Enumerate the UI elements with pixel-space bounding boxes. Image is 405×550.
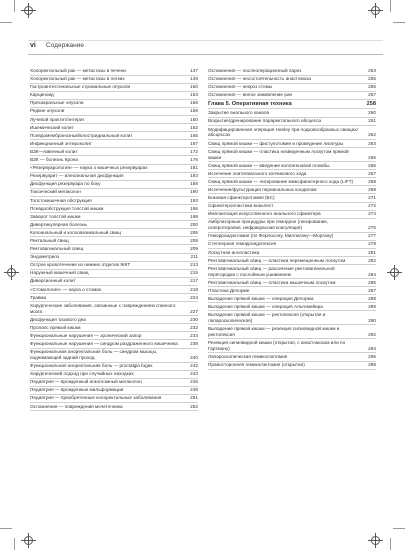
toc-entry-page: 294 [368, 345, 376, 351]
toc-entry-title: Степлерная геморроидопексия [208, 241, 277, 247]
toc-entry-title: Осложнения — послеоперационный парез [208, 68, 302, 73]
toc-entry-page: 277 [368, 233, 376, 239]
toc-entry-page: 196 [190, 205, 198, 211]
toc-entry-title: Псевдообструкция толстой кишки [30, 205, 104, 211]
toc-entry[interactable] [30, 303, 198, 316]
toc-entry-page: 289 [368, 303, 376, 309]
trim-mark [393, 22, 405, 23]
toc-entry[interactable] [208, 233, 376, 241]
toc-entry[interactable] [30, 387, 198, 395]
toc-entry-title: Сфинктеропластика внахлест [208, 203, 274, 209]
toc-entry-page: 183 [190, 173, 198, 179]
toc-entry-page: 251 [190, 395, 198, 401]
toc-entry-title: Вскрытие/дренирование параректального абсцесса [208, 118, 322, 124]
toc-entry-title: Инфекционный энтероколит [30, 140, 92, 146]
toc-entry-page: 256 [368, 84, 376, 90]
toc-entry-page: 245 [190, 379, 198, 385]
toc-entry-page: 261 [368, 118, 376, 124]
page-number: vi [30, 42, 36, 49]
trim-mark [390, 0, 391, 12]
toc-entry-title: Наружный кишечный свищ [30, 270, 89, 276]
toc-entry-title: Ректовагинальный свищ — пластика перемещенным лоскутом [208, 257, 346, 263]
toc-entry-title: Резекция сигмовидной кишки (открытая, с анастомозом или по Гартману) [208, 340, 346, 351]
toc-entry[interactable] [208, 241, 376, 249]
toc-entry[interactable] [30, 157, 198, 165]
toc-entry-title: Осложнения — несостоятельность анастомоза [208, 76, 312, 82]
registration-mark [7, 268, 16, 277]
toc-entry-page: 276 [368, 225, 376, 231]
toc-entry[interactable] [30, 333, 198, 341]
toc-entry[interactable] [30, 181, 198, 189]
toc-entry-page: 266 [368, 162, 376, 168]
toc-entry-title: Резервуарит — илеоанальная дисфункция [30, 173, 124, 179]
toc-entry-title: Лоскутная анопластика [208, 249, 260, 255]
toc-right-column [208, 68, 376, 370]
toc-entry[interactable] [208, 110, 376, 118]
toc-entry-page: 271 [368, 195, 376, 201]
toc-entry-title: Педиатрия — врожденный агангломный мегаколон [30, 379, 142, 385]
toc-entry[interactable] [30, 278, 198, 286]
toc-entry-title: Функциональные нарушения — хронический запор [30, 332, 142, 338]
toc-entry-page: 263 [368, 140, 376, 146]
toc-entry-title: Свищ прямой кишки — фистулотомия и проведение лигатуры [208, 140, 344, 146]
toc-entry[interactable] [208, 362, 376, 370]
toc-entry-page: 227 [190, 308, 198, 314]
toc-entry-title: Холоректальный рак — метастазы в печени [30, 68, 126, 73]
toc-entry-title: Иссечение эпителиального копчикового хода [208, 170, 307, 176]
toc-entry-title: Хирургические заболевания, связанные с повреждением спинного мозга [30, 302, 176, 314]
toc-entry[interactable] [208, 211, 376, 219]
toc-entry[interactable] [30, 100, 198, 108]
registration-mark [390, 268, 399, 277]
toc-entry-page: 153 [190, 92, 198, 98]
toc-entry-page: 224 [190, 294, 198, 300]
toc-entry[interactable] [208, 280, 376, 288]
toc-entry[interactable] [30, 173, 198, 181]
toc-entry[interactable] [208, 219, 376, 232]
toc-entry[interactable] [208, 163, 376, 171]
toc-entry-page: 265 [368, 154, 376, 160]
toc-entry-title: Выпадение прямой кишки — операция Делорма [208, 295, 314, 301]
toc-entry[interactable] [208, 340, 376, 353]
toc-entry-title: Пресакральные опухоли [30, 100, 84, 106]
registration-mark [24, 6, 33, 15]
toc-entry[interactable] [208, 250, 376, 258]
toc-entry-title: Заворот толстой кишки [30, 213, 81, 219]
toc-entry[interactable] [208, 187, 376, 195]
toc-entry-title: Эндометриоз [30, 254, 60, 260]
toc-entry-title: Дисфункция резервуара по боку [30, 181, 101, 187]
toc-entry-title: Геморроидэктомия (по Фергюсону, Миллигану—Моргану) [208, 233, 334, 239]
toc-entry-page: 181 [190, 165, 198, 171]
toc-entry-title: Карциноид [30, 92, 54, 98]
toc-entry-title: Имплантация искусственного анального сфинктера [208, 211, 321, 217]
toc-entry-title: Ректовагинальный свищ [30, 246, 84, 252]
toc-entry[interactable] [208, 326, 376, 339]
toc-entry-page: 234 [190, 332, 198, 338]
trim-mark [14, 538, 15, 550]
toc-entry[interactable] [208, 149, 376, 162]
toc-entry-title: Ректальный свищ [30, 237, 69, 243]
toc-entry[interactable] [208, 179, 376, 187]
toc-entry[interactable] [208, 141, 376, 149]
toc-entry[interactable] [30, 254, 198, 262]
toc-entry-page: 150 [190, 84, 198, 90]
toc-entry-page: 215 [190, 270, 198, 276]
toc-entry-page: 284 [368, 271, 376, 277]
toc-entry-title: Выпадение прямой кишки — резекция сигмовидной кишки и ректопексия [208, 326, 340, 337]
toc-entry[interactable] [30, 287, 198, 295]
toc-entry-page: 262 [368, 132, 376, 138]
toc-entry[interactable] [30, 125, 198, 133]
toc-entry-title: Осложнения — некроз стомы [208, 84, 273, 90]
toc-entry-page: 149 [190, 76, 198, 82]
toc-entry-page: 292 [368, 331, 376, 337]
toc-entry-title: ВЗК—язвенный колит [30, 148, 78, 154]
toc-entry-page: 162 [190, 124, 198, 130]
toc-left-column [30, 68, 198, 412]
toc-entry-page: 279 [368, 241, 376, 247]
toc-entry[interactable] [30, 206, 198, 214]
toc-entry[interactable] [30, 395, 198, 403]
toc-entry-page: 296 [368, 354, 376, 360]
toc-entry-title: Гастроинтестинальные стромальные опухоли [30, 84, 131, 90]
toc-entry-title: Выпадение прямой кишки — операция Альтемейера [208, 303, 323, 309]
toc-entry-page: 176 [190, 157, 198, 163]
toc-entry[interactable] [30, 363, 198, 371]
toc-entry-title: Осложнения — вялое заживление ран [208, 92, 293, 98]
toc-entry-title: Свищ прямой кишки — пластика низведенным лоскутом прямой кишки [208, 148, 349, 160]
toc-entry-title: Функциональная аноректальная боль — proctalgia fugax [30, 363, 153, 369]
toc-entry-page: 147 [190, 68, 198, 73]
toc-entry[interactable] [208, 171, 376, 179]
toc-entry-page: 172 [190, 148, 198, 154]
toc-entry-title: ВЗК — болезнь Крона [30, 157, 78, 163]
chapter-heading[interactable] [208, 101, 376, 110]
toc-entry[interactable] [30, 404, 198, 412]
running-title: Содержание [46, 42, 84, 49]
toc-entry[interactable] [30, 341, 198, 349]
toc-entry-title: Правосторонняя гемиколэктомия (открытая) [208, 362, 305, 368]
toc-entry[interactable] [208, 312, 376, 325]
toc-entry-page: 267 [368, 170, 376, 176]
toc-entry-page: 272 [368, 203, 376, 209]
toc-entry-page: 213 [190, 262, 198, 268]
toc-entry-title: Педиатрия — врожденные мальформации [30, 387, 124, 393]
toc-entry-title: Лучевой проктит/энтерит [30, 116, 85, 122]
toc-entry-title: Лапароскопическая гемиколэктомия [208, 354, 288, 360]
toc-entry[interactable] [30, 317, 198, 325]
toc-entry-page: 287 [368, 287, 376, 293]
toc-entry-page: 240 [190, 355, 198, 360]
toc-entry-page: 193 [190, 197, 198, 203]
toc-entry[interactable] [30, 214, 198, 222]
toc-entry-page: 243 [190, 371, 198, 377]
toc-entry-page: 257 [368, 92, 376, 98]
toc-entry-page: 200 [190, 221, 198, 227]
toc-entry[interactable] [30, 189, 198, 197]
toc-entry-title: Редкие опухоли [30, 108, 65, 114]
toc-entry-page: 209 [190, 246, 198, 252]
toc-entry[interactable] [30, 141, 198, 149]
toc-entry[interactable] [30, 92, 198, 100]
toc-entry-page: 258 [366, 100, 376, 107]
toc-entry-page: 285 [368, 279, 376, 285]
trim-mark [390, 538, 391, 550]
toc-entry[interactable] [30, 379, 198, 387]
toc-entry-title: Острое кровотечение из нижних отделов ЖКТ [30, 262, 131, 268]
toc-entry[interactable] [208, 203, 376, 211]
toc-entry[interactable] [30, 230, 198, 238]
toc-entry[interactable] [30, 270, 198, 278]
toc-entry-page: 238 [190, 341, 198, 346]
toc-entry[interactable] [30, 76, 198, 84]
toc-entry[interactable] [30, 149, 198, 157]
toc-entry-title: Выпадение прямой кишки — ректопексия (открытая и лапароскопическая) [208, 312, 326, 323]
toc-entry-title: Дивертикулярная болезнь [30, 221, 87, 227]
toc-entry[interactable] [30, 84, 198, 92]
toc-entry-title: Ректовагинальный свищ — пластика мышечным лоскутом [208, 279, 336, 285]
toc-entry-page: 165 [190, 132, 198, 138]
toc-entry-page: 249 [190, 387, 198, 393]
toc-entry[interactable] [208, 195, 376, 203]
toc-entry-title: Модифицированная операция Hanley при подковообразных свищах/абсцессах [208, 126, 358, 138]
toc-entry-page: 268 [368, 178, 376, 184]
toc-entry[interactable] [208, 84, 376, 92]
toc-entry-title: Пролапс прямой кишки [30, 324, 81, 330]
toc-entry[interactable] [30, 246, 198, 254]
toc-entry-page: 282 [368, 257, 376, 263]
toc-entry[interactable] [208, 258, 376, 266]
trim-mark [14, 0, 15, 12]
toc-entry[interactable] [208, 354, 376, 362]
toc-entry-page: 198 [190, 213, 198, 219]
toc-entry-title: Холоректальный рак — метастазы в легких [30, 76, 125, 82]
toc-entry-title: Толстокишечная обструкция [30, 197, 92, 203]
toc-entry[interactable] [30, 371, 198, 379]
toc-entry-page: 255 [368, 76, 376, 82]
header-rule [28, 40, 383, 41]
toc-entry[interactable] [208, 288, 376, 296]
toc-entry[interactable] [30, 198, 198, 206]
toc-entry[interactable] [30, 133, 198, 141]
toc-entry-title: Осложнения — повреждения мочеточника [30, 403, 123, 409]
toc-entry-title: «Резервуарология» — наука о кишечных резервуарах [30, 165, 148, 171]
toc-entry-page: 252 [190, 403, 198, 409]
toc-entry-page: 260 [368, 110, 376, 116]
toc-entry-page: 298 [368, 362, 376, 368]
toc-entry[interactable] [30, 108, 198, 116]
toc-entry[interactable] [30, 262, 198, 270]
toc-entry-page: 208 [190, 237, 198, 243]
toc-entry-title: Ректовагинальный свищ — рассечение ректовагинальной перегородки с послойным ушиванием [208, 265, 335, 277]
registration-mark [371, 536, 380, 545]
trim-mark [393, 528, 405, 529]
toc-entry-title: Педиатрия — приобретенные колоректальные заболевания [30, 395, 162, 401]
registration-mark [24, 536, 33, 545]
toc-entry-title: Функциональные нарушения — синдром раздраженного кишечника [30, 341, 178, 346]
toc-entry-page: 158 [190, 108, 198, 114]
toc-entry-page: 211 [190, 254, 198, 260]
toc-entry-page: 242 [190, 363, 198, 369]
toc-entry-page: 274 [368, 211, 376, 217]
toc-entry[interactable] [30, 238, 198, 246]
toc-entry-title: «Стомология» — наука о стомах [30, 286, 102, 292]
toc-entry-page: 167 [190, 140, 198, 146]
toc-entry-page: 281 [368, 249, 376, 255]
toc-entry-title: Функциональная аноректальная боль — синдром мышцы, поднимающей задний проход [30, 349, 158, 360]
toc-entry[interactable] [30, 222, 198, 230]
toc-entry-page: 230 [190, 316, 198, 322]
running-header [28, 42, 383, 55]
toc-entry[interactable] [30, 165, 198, 173]
toc-entry-page: 156 [190, 100, 198, 106]
toc-entry-title: Псевдомембранозный/клостридиальный колит [30, 132, 133, 138]
toc-entry[interactable] [30, 295, 198, 303]
toc-entry[interactable] [208, 266, 376, 279]
toc-entry-title: Токсический мегаколон [30, 189, 81, 195]
toc-entry-page: 160 [190, 116, 198, 122]
toc-entry-title: Закрытие анального канала [208, 110, 270, 116]
toc-entry[interactable] [30, 349, 198, 362]
registration-mark [371, 6, 380, 15]
toc-entry-page: 188 [190, 181, 198, 187]
toc-entry-page: 232 [190, 324, 198, 330]
toc-entry[interactable] [30, 325, 198, 333]
toc-entry[interactable] [208, 127, 376, 140]
toc-entry-title: Ишемический колит [30, 124, 74, 130]
toc-entry-title: Глава 5. Оперативная техника [208, 100, 292, 107]
toc-entry[interactable] [30, 117, 198, 125]
toc-entry-page: 269 [368, 186, 376, 192]
toc-entry[interactable] [208, 92, 376, 100]
toc-entry[interactable] [208, 76, 376, 84]
toc-entry[interactable] [208, 68, 376, 76]
toc-entry[interactable] [30, 68, 198, 76]
toc-entry-title: Иссечение/фульгурация перианальных кондилом [208, 186, 317, 192]
toc-entry[interactable] [208, 118, 376, 126]
toc-entry[interactable] [208, 304, 376, 312]
toc-entry-page: 206 [190, 229, 198, 235]
toc-entry-title: Амбулаторные процедуры при геморрое (лигирование, склеротерапия, инфракрасная коагуляция) [208, 219, 329, 231]
toc-entry-title: Диверсионный колит [30, 278, 76, 284]
toc-entry-page: 253 [368, 68, 376, 73]
toc-entry-title: Пластика Делорме [208, 287, 250, 293]
toc-entry-title: Свищ прямой кишки — введение коллагеновой пломбы [208, 162, 330, 168]
toc-entry-title: Колоанальный и колоовезикальный свищ [30, 229, 121, 235]
trim-mark [0, 528, 12, 529]
toc-entry-page: 217 [190, 278, 198, 284]
toc-entry-title: Дисфункция тазового дна [30, 316, 86, 322]
toc-entry-title: Боковая сфинктеротомия (БС) [208, 195, 275, 201]
toc-entry-title: Свищ прямой кишки — лигирование межсфинктерного хода (LIFT) [208, 178, 354, 184]
trim-mark [0, 22, 12, 23]
toc-entry-title: Травма [30, 294, 47, 300]
toc-entry-page: 290 [368, 317, 376, 323]
toc-entry-title: Хирургический подход при случайных находках [30, 371, 134, 377]
toc-entry[interactable] [208, 296, 376, 304]
toc-entry-page: 288 [368, 295, 376, 301]
toc-entry-page: 190 [190, 189, 198, 195]
toc-entry-page: 218 [190, 286, 198, 292]
